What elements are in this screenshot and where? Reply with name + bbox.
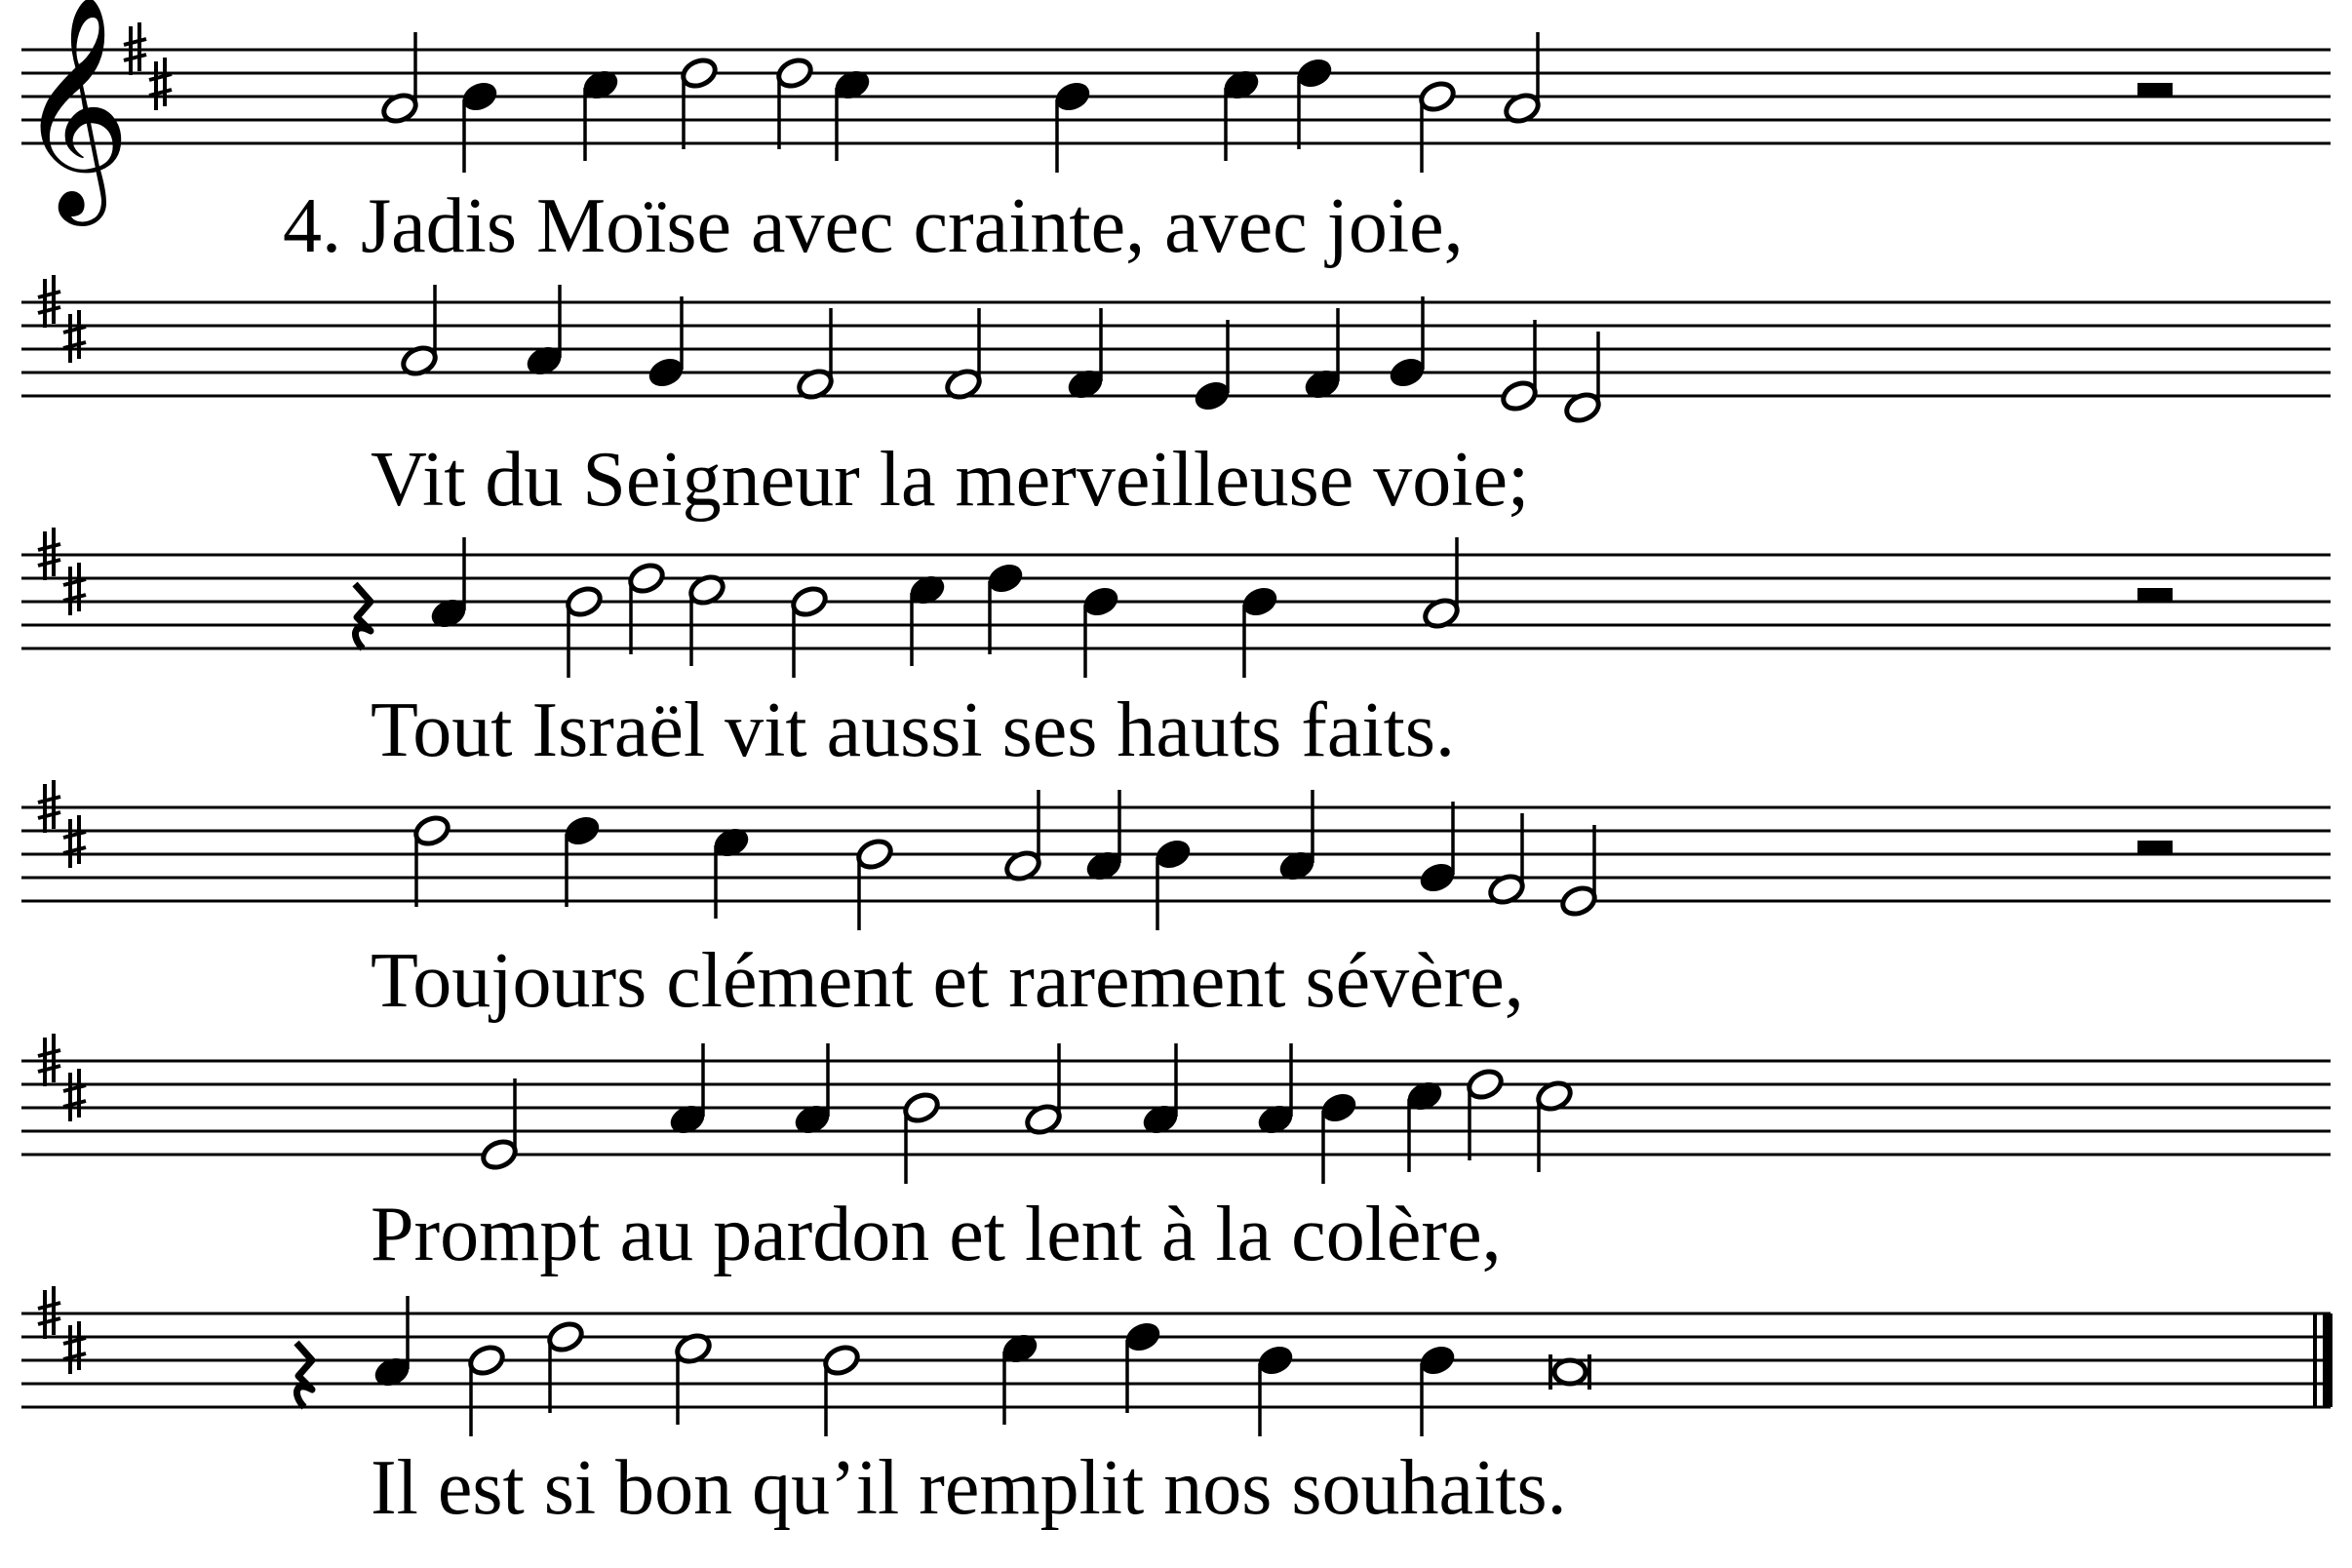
sharp-icon bbox=[149, 58, 172, 110]
lyric-line-5: Prompt au pardon et lent à la colère, bbox=[371, 1192, 1502, 1277]
sharp-icon bbox=[63, 563, 86, 615]
lyric-line-4: Toujours clément et rarement sévère, bbox=[371, 938, 1524, 1024]
final-barline bbox=[2323, 1313, 2332, 1407]
sharp-icon bbox=[63, 1069, 86, 1121]
sharp-icon bbox=[63, 1321, 86, 1374]
sharp-icon bbox=[63, 815, 86, 868]
sharp-icon bbox=[63, 310, 86, 363]
treble-clef-icon: 𝄞 bbox=[18, 0, 131, 216]
half-rest-icon bbox=[2137, 841, 2173, 854]
lyric-line-2: Vit du Seigneur la merveilleuse voie; bbox=[371, 437, 1530, 523]
lyric-line-6: Il est si bon qu’il remplit nos souhaits. bbox=[371, 1445, 1567, 1531]
breve-note bbox=[1554, 1360, 1586, 1384]
quarter-rest-icon bbox=[355, 584, 371, 648]
quarter-rest-icon bbox=[296, 1343, 312, 1407]
half-rest-icon bbox=[2137, 83, 2173, 97]
lyric-line-3: Tout Israël vit aussi ses hauts faits. bbox=[371, 687, 1455, 773]
lyric-line-1: 4. Jadis Moïse avec crainte, avec joie, bbox=[283, 183, 1464, 269]
half-rest-icon bbox=[2137, 588, 2173, 602]
